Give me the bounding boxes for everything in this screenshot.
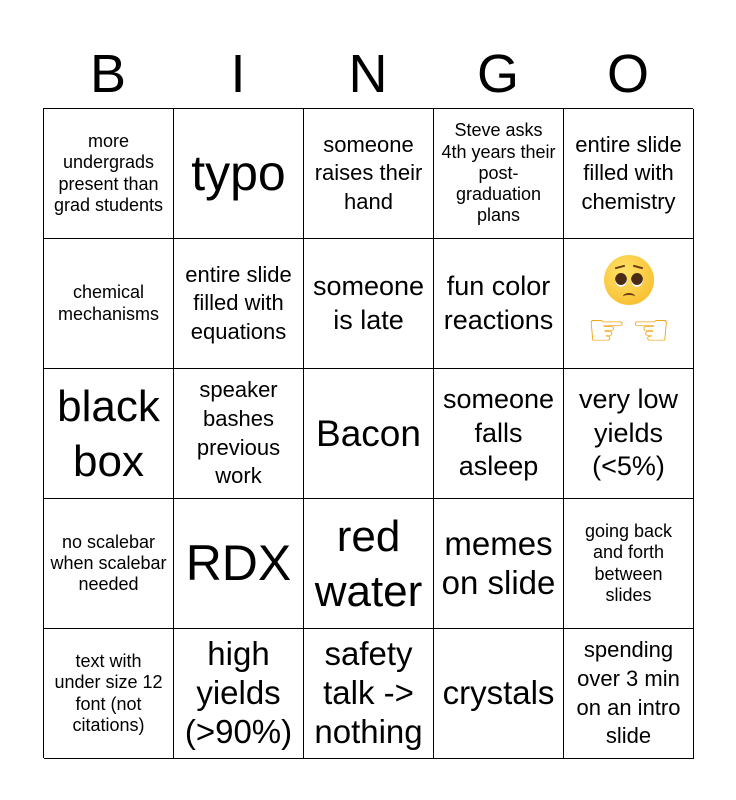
bingo-cell[interactable]: high yields (>90%) bbox=[174, 629, 304, 759]
bingo-cell[interactable]: someone falls asleep bbox=[434, 369, 564, 499]
bingo-cell[interactable]: spending over 3 min on an intro slide bbox=[564, 629, 694, 759]
pleading-face-icon bbox=[604, 255, 654, 305]
bingo-cell[interactable]: Bacon bbox=[304, 369, 434, 499]
bingo-cell[interactable]: red water bbox=[304, 499, 434, 629]
bingo-cell[interactable]: chemical mechanisms bbox=[44, 239, 174, 369]
pointing-fingers-icon: ☞ ☞ bbox=[587, 305, 670, 355]
bingo-cell[interactable]: going back and forth between slides bbox=[564, 499, 694, 629]
bingo-cell[interactable]: entire slide filled with chemistry bbox=[564, 109, 694, 239]
header-letter-o: O bbox=[606, 44, 649, 104]
bingo-cell[interactable]: speaker bashes previous work bbox=[174, 369, 304, 499]
bingo-header bbox=[43, 40, 693, 108]
bingo-cell[interactable]: crystals bbox=[434, 629, 564, 759]
bingo-cell[interactable]: black box bbox=[44, 369, 174, 499]
bingo-cell[interactable]: entire slide filled with equations bbox=[174, 239, 304, 369]
bingo-cell[interactable]: someone is late bbox=[304, 239, 434, 369]
bingo-cell[interactable]: RDX bbox=[174, 499, 304, 629]
header-letter-g: G bbox=[476, 44, 519, 104]
header-letter-i: I bbox=[230, 44, 246, 104]
bingo-cell[interactable]: fun color reactions bbox=[434, 239, 564, 369]
bingo-cell[interactable]: Steve asks 4th years their post-graduation plans bbox=[434, 109, 564, 239]
bingo-cell[interactable]: no scalebar when scalebar needed bbox=[44, 499, 174, 629]
bingo-cell[interactable]: typo bbox=[174, 109, 304, 239]
bingo-cell[interactable]: very low yields (<5%) bbox=[564, 369, 694, 499]
bingo-board bbox=[43, 108, 693, 758]
bingo-cell[interactable]: more undergrads present than grad students bbox=[44, 109, 174, 239]
bingo-cell-emoji[interactable] bbox=[564, 239, 694, 369]
bingo-cell[interactable]: someone raises their hand bbox=[304, 109, 434, 239]
header-letter-n: N bbox=[348, 44, 388, 104]
bingo-cell[interactable]: memes on slide bbox=[434, 499, 564, 629]
bingo-cell[interactable]: text with under size 12 font (not citations) bbox=[44, 629, 174, 759]
bingo-cell[interactable]: safety talk -> nothing bbox=[304, 629, 434, 759]
header-letter-b: B bbox=[89, 44, 127, 104]
